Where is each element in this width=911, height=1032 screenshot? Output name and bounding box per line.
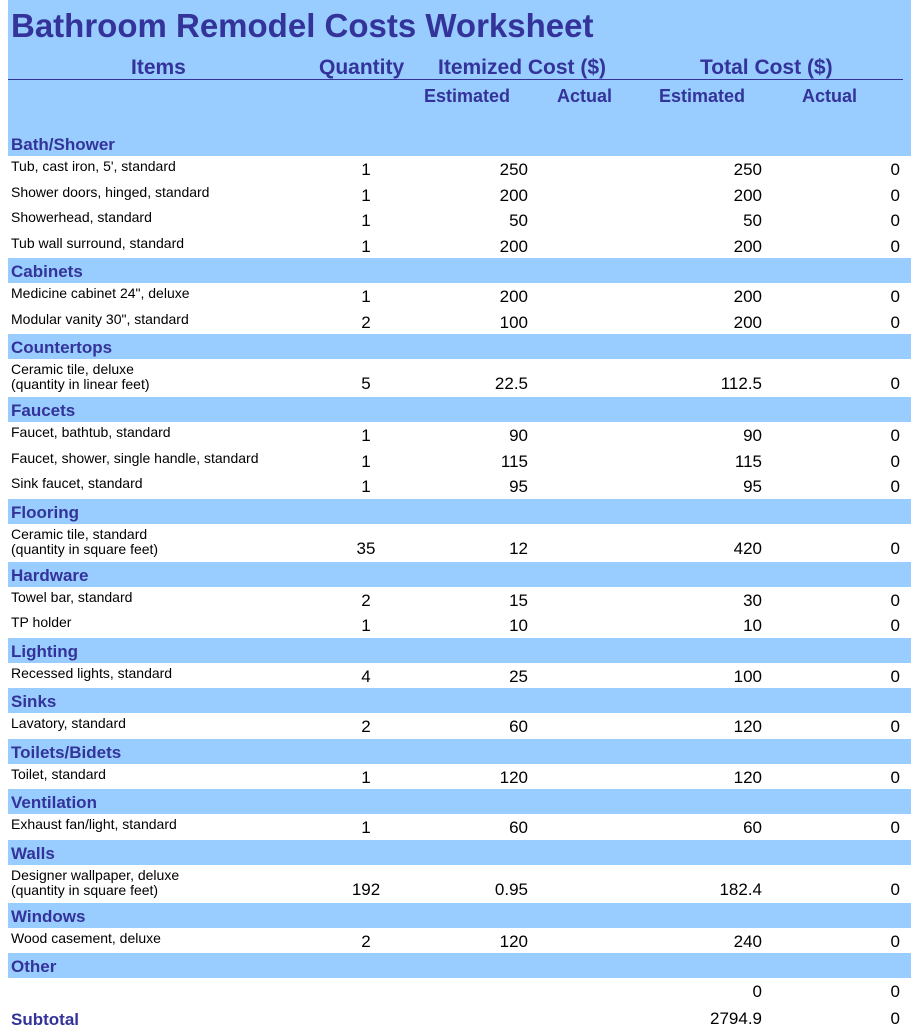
itemized-estimated-cell[interactable]: 200 (499, 236, 528, 256)
itemized-estimated-cell[interactable]: 10 (509, 616, 528, 635)
itemized-estimated-cell[interactable]: 115 (500, 451, 528, 471)
category-label: Hardware (11, 565, 89, 585)
total-actual-cell: 0 (890, 477, 900, 496)
quantity-cell[interactable]: 1 (361, 767, 371, 787)
item-name: Exhaust fan/light, standard (11, 816, 177, 832)
item-name: Tub, cast iron, 5', standard (11, 158, 176, 174)
table-row (8, 233, 911, 259)
quantity-cell[interactable]: 1 (361, 287, 371, 306)
total-estimated-cell: 200 (733, 236, 762, 256)
table-row (8, 587, 911, 613)
item-name: Modular vanity 30", standard (11, 310, 189, 327)
itemized-estimated-cell[interactable]: 90 (509, 426, 528, 445)
title-band (8, 0, 911, 50)
category-label: Toilets/Bidets (11, 742, 122, 762)
quantity-cell[interactable]: 2 (361, 931, 371, 951)
category-label: Flooring (11, 502, 79, 522)
item-name: Faucet, shower, single handle, standard (11, 449, 259, 466)
total-estimated-cell: 0 (752, 982, 762, 1001)
header-itemized-cost: Itemized Cost ($) (438, 56, 607, 79)
quantity-cell[interactable]: 2 (361, 717, 371, 736)
item-name: Recessed lights, standard (11, 664, 173, 681)
item-name: Showerhead, standard (11, 209, 152, 225)
total-estimated-cell: 120 (733, 767, 762, 787)
total-actual-cell: 0 (890, 767, 900, 787)
itemized-estimated-cell[interactable]: 120 (499, 767, 528, 787)
table-row (8, 422, 911, 448)
quantity-cell[interactable]: 2 (361, 312, 371, 332)
total-actual-cell: 0 (890, 211, 900, 230)
table-row (8, 764, 911, 790)
category-label: Windows (11, 906, 86, 926)
item-note: (quantity in square feet) (11, 881, 159, 898)
item-name: Towel bar, standard (11, 588, 133, 605)
table-row (8, 612, 911, 638)
table-row (8, 978, 911, 1004)
header-quantity: Quantity (319, 56, 405, 79)
total-estimated-cell: 120 (733, 717, 762, 736)
quantity-cell[interactable]: 1 (361, 236, 371, 256)
table-row (8, 359, 911, 397)
table-row (8, 814, 911, 840)
itemized-estimated-cell[interactable]: 250 (499, 160, 528, 179)
quantity-cell[interactable]: 1 (361, 426, 371, 445)
item-name: Tub wall surround, standard (11, 234, 185, 251)
total-actual-cell: 0 (890, 538, 900, 558)
total-actual-cell: 0 (890, 590, 900, 610)
page-title: Bathroom Remodel Costs Worksheet (11, 7, 594, 44)
total-estimated-cell: 90 (743, 426, 762, 445)
itemized-estimated-cell[interactable]: 200 (499, 185, 528, 205)
itemized-estimated-cell[interactable]: 22.5 (494, 374, 528, 393)
quantity-cell[interactable]: 1 (361, 160, 371, 179)
item-name: Sink faucet, standard (11, 475, 143, 491)
itemized-estimated-cell[interactable]: 25 (509, 666, 528, 686)
total-actual-cell: 0 (890, 879, 900, 899)
quantity-cell[interactable]: 1 (361, 185, 371, 205)
total-estimated-cell: 182.4 (719, 879, 762, 899)
category-label: Other (11, 957, 57, 976)
table-row (8, 283, 911, 309)
item-name: Wood casement, deluxe (11, 929, 161, 946)
subheader-total-estimated: Estimated (659, 86, 746, 106)
category-label: Ventilation (11, 793, 97, 812)
category-label: Lighting (11, 641, 79, 661)
itemized-estimated-cell[interactable]: 120 (499, 931, 528, 951)
category-label: Cabinets (11, 262, 83, 281)
subtotal-estimated: 2794.9 (710, 1008, 762, 1028)
category-row (8, 840, 911, 865)
total-actual-cell: 0 (890, 374, 900, 393)
table-row (8, 865, 911, 903)
category-row (8, 688, 911, 713)
worksheet (8, 0, 911, 1032)
table-row (8, 473, 911, 499)
total-estimated-cell: 30 (743, 590, 762, 610)
item-note: (quantity in linear feet) (11, 376, 150, 392)
item-note: (quantity in square feet) (11, 540, 159, 557)
total-estimated-cell: 95 (743, 477, 762, 496)
total-estimated-cell: 112.5 (720, 374, 762, 393)
category-label: Bath/Shower (11, 135, 115, 154)
category-label: Faucets (11, 401, 76, 420)
total-actual-cell: 0 (890, 312, 900, 332)
category-row (8, 953, 911, 978)
item-name: Medicine cabinet 24", deluxe (11, 285, 190, 301)
total-actual-cell: 0 (890, 236, 900, 256)
header-total-cost: Total Cost ($) (700, 56, 833, 79)
item-name: Designer wallpaper, deluxe (11, 866, 180, 883)
table-row (8, 182, 911, 208)
quantity-cell[interactable]: 1 (361, 818, 371, 837)
itemized-estimated-cell[interactable]: 0.95 (494, 879, 528, 899)
total-estimated-cell: 420 (733, 538, 762, 558)
total-actual-cell: 0 (890, 451, 900, 471)
category-row (8, 258, 911, 283)
subheader-row (8, 80, 911, 131)
quantity-cell[interactable]: 35 (356, 538, 376, 558)
category-row (8, 562, 911, 587)
category-row (8, 499, 911, 524)
total-actual-cell: 0 (890, 982, 900, 1001)
category-row (8, 131, 911, 156)
total-actual-cell: 0 (890, 931, 900, 951)
table-row (8, 928, 911, 954)
itemized-estimated-cell[interactable]: 60 (509, 717, 528, 736)
subtotal-actual: 0 (890, 1008, 900, 1028)
table-row (8, 156, 911, 182)
table-row (8, 448, 911, 474)
table-row (8, 713, 911, 739)
total-estimated-cell: 200 (733, 185, 762, 205)
subheader-itemized-estimated: Estimated (424, 86, 511, 106)
item-name: Toilet, standard (11, 765, 106, 782)
quantity-cell[interactable]: 1 (361, 211, 371, 230)
total-estimated-cell: 60 (743, 818, 762, 837)
total-actual-cell: 0 (890, 185, 900, 205)
category-label: Sinks (11, 692, 57, 711)
table-row (8, 309, 911, 335)
quantity-cell[interactable]: 4 (361, 666, 371, 686)
total-estimated-cell: 10 (743, 616, 762, 635)
quantity-cell[interactable]: 1 (361, 616, 371, 635)
category-row (8, 638, 911, 663)
table-row (8, 663, 911, 689)
total-estimated-cell: 200 (733, 312, 762, 332)
subheader-itemized-actual: Actual (557, 86, 613, 106)
total-actual-cell: 0 (890, 717, 900, 736)
total-estimated-cell: 100 (733, 666, 762, 686)
category-label: Countertops (11, 338, 113, 357)
quantity-cell[interactable]: 192 (351, 879, 381, 899)
total-estimated-cell: 115 (734, 451, 762, 471)
itemized-estimated-cell[interactable]: 200 (499, 287, 528, 306)
table-row (8, 207, 911, 233)
cost-table (8, 131, 911, 1004)
total-actual-cell: 0 (890, 818, 900, 837)
quantity-cell[interactable]: 1 (361, 451, 371, 471)
item-name: Ceramic tile, standard (11, 525, 148, 542)
table-row (8, 524, 911, 562)
column-header-row (8, 50, 911, 80)
total-actual-cell: 0 (890, 616, 900, 635)
total-actual-cell: 0 (890, 666, 900, 686)
quantity-cell[interactable]: 5 (361, 374, 371, 393)
quantity-cell[interactable]: 1 (361, 477, 371, 496)
category-label: Walls (11, 843, 55, 863)
category-row (8, 903, 911, 928)
itemized-estimated-cell[interactable]: 60 (509, 818, 528, 837)
itemized-estimated-cell[interactable]: 95 (509, 477, 528, 496)
item-name: Faucet, bathtub, standard (11, 424, 171, 440)
itemized-estimated-cell[interactable]: 15 (509, 590, 528, 610)
subtotal-label: Subtotal (11, 1009, 79, 1029)
subtotal-row (8, 1004, 911, 1032)
total-actual-cell: 0 (890, 160, 900, 179)
category-row (8, 739, 911, 764)
itemized-estimated-cell[interactable]: 50 (509, 211, 528, 230)
item-name: Ceramic tile, deluxe (11, 361, 134, 377)
quantity-cell[interactable]: 2 (361, 590, 371, 610)
total-actual-cell: 0 (890, 426, 900, 445)
category-row (8, 397, 911, 422)
header-items: Items (131, 56, 186, 79)
total-estimated-cell: 200 (733, 287, 762, 306)
item-name: TP holder (11, 614, 72, 630)
category-row (8, 334, 911, 359)
total-actual-cell: 0 (890, 287, 900, 306)
itemized-estimated-cell[interactable]: 100 (499, 312, 528, 332)
category-row (8, 789, 911, 814)
total-estimated-cell: 50 (743, 211, 762, 230)
total-estimated-cell: 240 (733, 931, 762, 951)
item-name: Lavatory, standard (11, 715, 126, 731)
item-name: Shower doors, hinged, standard (11, 183, 210, 200)
itemized-estimated-cell[interactable]: 12 (509, 538, 528, 558)
subheader-total-actual: Actual (802, 86, 858, 106)
total-estimated-cell: 250 (733, 160, 762, 179)
